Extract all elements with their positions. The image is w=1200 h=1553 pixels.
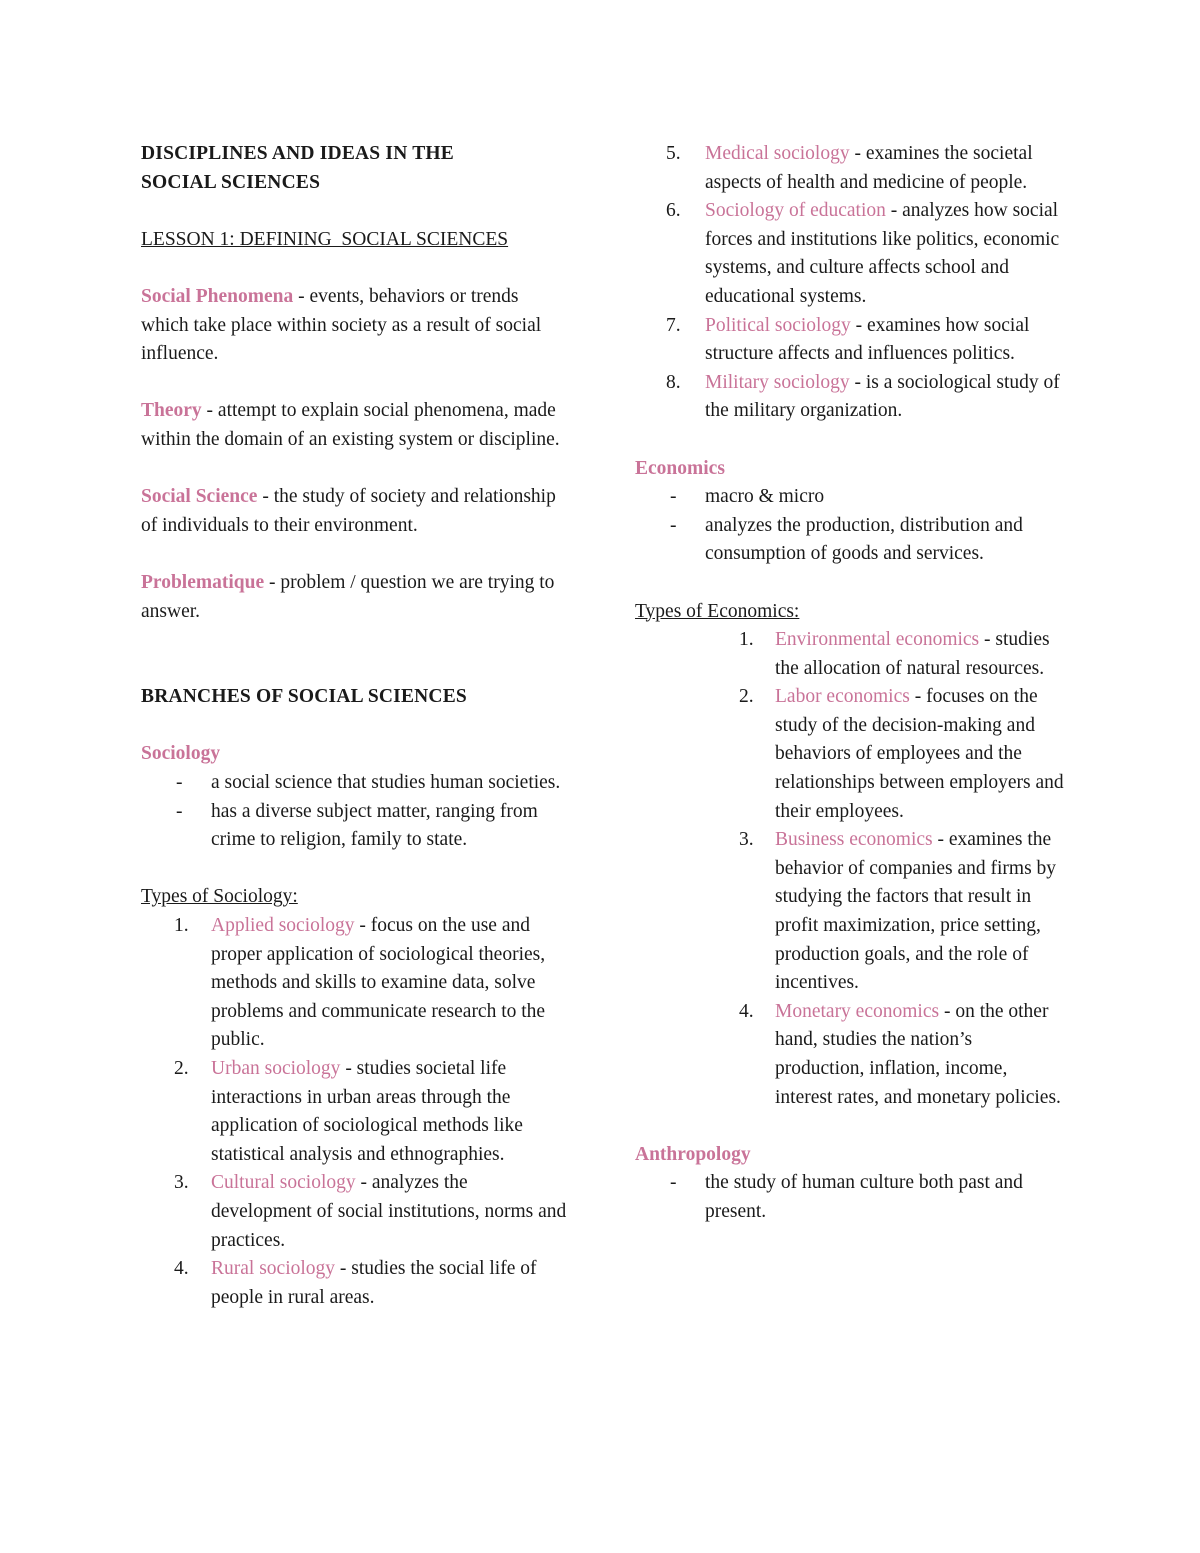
- item-text: - examines the behavior of companies and firms by studying the factors that result in profit maximization, price setting, production goals, and the role of incentives.: [775, 829, 1057, 994]
- item-text: - studies societal life interactions in urban areas through the application of sociological methods like statistical analysis and ethnographies.: [211, 1058, 523, 1165]
- item-term: Labor economics: [775, 686, 910, 708]
- definition-theory: [141, 397, 571, 454]
- item-term: Environmental economics: [775, 629, 980, 651]
- definition-text: - the study of society and relationship of individuals to their environment.: [141, 486, 556, 536]
- economics-bullet-list: [635, 483, 1065, 569]
- item-text: - analyzes the development of social institutions, norms and practices.: [211, 1172, 567, 1251]
- item-term: Political sociology: [705, 314, 851, 336]
- types-of-sociology-label: Types of Sociology:: [141, 886, 298, 908]
- item-term: Cultural sociology: [211, 1172, 356, 1194]
- list-item: [635, 140, 1065, 197]
- bullet-marker: -: [670, 514, 677, 536]
- definition-term: Social Science: [141, 486, 258, 508]
- anthropology-bullet-list: [635, 1169, 1065, 1226]
- left-column: [141, 140, 571, 1312]
- item-term: Rural sociology: [211, 1258, 336, 1280]
- item-term: Military sociology: [705, 371, 850, 393]
- definition-problematique: [141, 569, 571, 626]
- definition-text: - attempt to explain social phenomena, made within the domain of an existing system or discipline.: [141, 400, 560, 450]
- item-term: Applied sociology: [211, 915, 355, 937]
- sociology-types-list: [141, 912, 571, 1312]
- sociology-types-list-continued: [635, 140, 1065, 426]
- list-item: [635, 197, 1065, 311]
- economics-heading: Economics: [635, 457, 725, 479]
- title-line-1: DISCIPLINES AND IDEAS IN THE: [141, 143, 455, 164]
- list-item: - the study of human culture both past and present.: [635, 1169, 1065, 1226]
- lesson-heading: LESSON 1: DEFINING SOCIAL SCIENCES: [141, 228, 509, 250]
- list-number: 1.: [174, 915, 189, 937]
- list-number: 4.: [174, 1258, 189, 1280]
- sociology-bullet-list: [141, 769, 571, 855]
- list-item: - analyzes the production, distribution and consumption of goods and services.: [635, 512, 1065, 569]
- list-item: [635, 998, 1065, 1112]
- sociology-heading: Sociology: [141, 743, 221, 765]
- item-text: - studies the social life of people in rural areas.: [211, 1258, 537, 1308]
- item-term: Sociology of education: [705, 200, 886, 222]
- item-term: Urban sociology: [211, 1058, 341, 1079]
- item-text: - is a sociological study of the military organization.: [705, 371, 1060, 422]
- list-item: [141, 1169, 571, 1255]
- list-item: [635, 626, 1065, 683]
- list-item: [141, 1055, 571, 1169]
- list-number: 2.: [739, 686, 754, 708]
- item-text: - on the other hand, studies the nation’s production, inflation, income, interest rates, and monetary policies.: [775, 1000, 1061, 1108]
- bullet-marker: -: [176, 800, 183, 822]
- list-number: 5.: [666, 143, 681, 164]
- list-item: [141, 912, 571, 1055]
- definition-social-phenomena: [141, 283, 571, 369]
- economics-types-list: [635, 626, 1065, 1112]
- bullet-marker: -: [670, 1172, 677, 1194]
- types-of-economics-label: Types of Economics:: [635, 600, 800, 622]
- list-item: - macro & micro: [635, 483, 1065, 512]
- item-term: Business economics: [775, 829, 933, 851]
- list-number: 4.: [739, 1000, 754, 1022]
- definition-term: Theory: [141, 400, 202, 422]
- list-number: 8.: [666, 371, 681, 393]
- item-text: - examines the societal aspects of health and medicine of people.: [705, 143, 1033, 193]
- bullet-marker: -: [176, 772, 183, 794]
- list-number: 7.: [666, 314, 681, 336]
- definition-text: - events, behaviors or trends which take place within society as a result of social influence.: [141, 285, 542, 365]
- item-text: - studies the allocation of natural resources.: [775, 629, 1050, 679]
- item-text: - focuses on the study of the decision-making and behaviors of employees and the relationships between employers and their employees.: [775, 686, 1064, 822]
- bullet-marker: -: [670, 486, 677, 508]
- title-line-2: SOCIAL SCIENCES: [141, 171, 321, 193]
- list-number: 3.: [174, 1172, 189, 1194]
- list-item: [635, 369, 1065, 426]
- item-term: Medical sociology: [705, 143, 850, 164]
- definition-text: - problem / question we are trying to answer.: [141, 571, 555, 622]
- branches-heading: BRANCHES OF SOCIAL SCIENCES: [141, 686, 467, 708]
- item-text: - focus on the use and proper application of sociological theories, methods and skills to examine data, solve problems and communicate research to the public.: [211, 915, 546, 1051]
- list-number: 6.: [666, 200, 681, 222]
- list-item: - has a diverse subject matter, ranging from crime to religion, family to state.: [141, 798, 571, 855]
- definition-social-science: [141, 483, 571, 540]
- definition-term: Problematique: [141, 571, 265, 593]
- list-item: [635, 683, 1065, 826]
- item-text: - analyzes how social forces and institutions like politics, economic systems, and culture affects school and educational systems.: [705, 200, 1060, 307]
- list-item: [141, 1255, 571, 1312]
- list-item: [635, 312, 1065, 369]
- definition-term: Social Phenomena: [141, 285, 294, 307]
- anthropology-heading: Anthropology: [635, 1143, 751, 1165]
- list-number: 3.: [739, 829, 754, 851]
- list-item: - a social science that studies human societies.: [141, 769, 571, 798]
- item-text: - examines how social structure affects and influences politics.: [705, 314, 1030, 365]
- list-number: 2.: [174, 1058, 189, 1079]
- list-item: [635, 826, 1065, 998]
- list-number: 1.: [739, 629, 754, 651]
- document-title: [141, 140, 571, 197]
- right-column: [635, 140, 1065, 1227]
- item-term: Monetary economics: [775, 1000, 940, 1022]
